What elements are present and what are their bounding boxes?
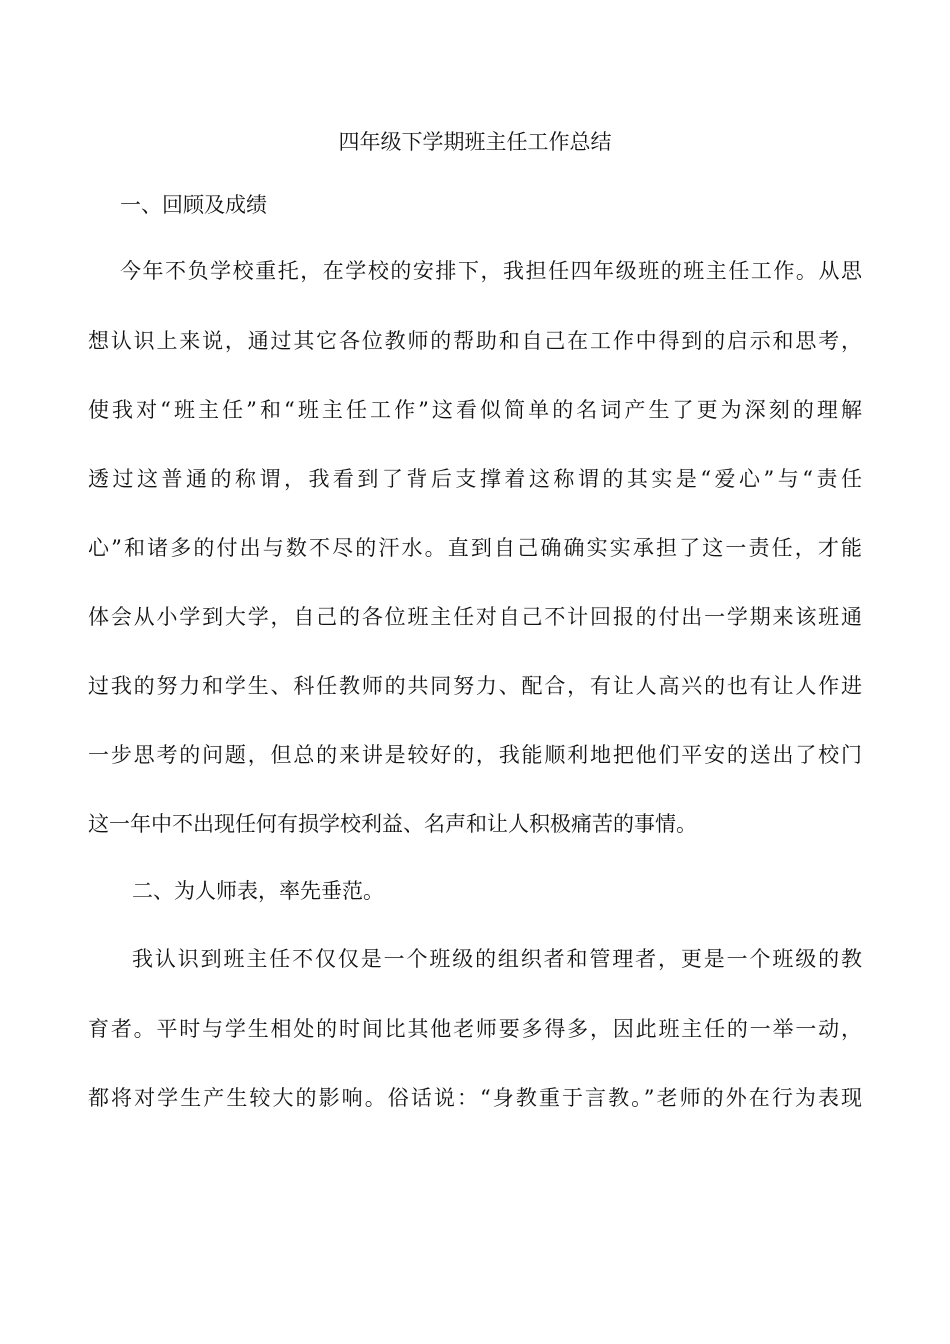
paragraph-line: 使我对“班主任”和“班主任工作”这看似简单的名词产生了更为深刻的理解 bbox=[88, 398, 862, 422]
paragraph-line: 今年不负学校重托，在学校的安排下，我担任四年级班的班主任工作。从思 bbox=[120, 259, 862, 283]
paragraph-line: 过我的努力和学生、科任教师的共同努力、配合，有让人高兴的也有让人作进 bbox=[88, 674, 862, 698]
paragraph-line: 都将对学生产生较大的影响。俗话说：“身教重于言教。”老师的外在行为表现 bbox=[88, 1086, 862, 1110]
section-heading-review: 一、回顾及成绩 bbox=[120, 193, 267, 217]
section-heading-role-model: 二、为人师表，率先垂范。 bbox=[132, 879, 384, 903]
paragraph-line: 透过这普通的称谓，我看到了背后支撑着这称谓的其实是“爱心”与“责任 bbox=[88, 467, 862, 491]
paragraph-line: 这一年中不出现任何有损学校利益、名声和让人积极痛苦的事情。 bbox=[88, 812, 697, 836]
paragraph-line: 心”和诸多的付出与数不尽的汗水。直到自己确确实实承担了这一责任，才能 bbox=[88, 536, 862, 560]
paragraph-line: 育者。平时与学生相处的时间比其他老师要多得多，因此班主任的一举一动， bbox=[88, 1017, 862, 1041]
paragraph-line: 体会从小学到大学，自己的各位班主任对自己不计回报的付出一学期来该班通 bbox=[88, 605, 862, 629]
paragraph-line: 一步思考的问题，但总的来讲是较好的，我能顺利地把他们平安的送出了校门 bbox=[88, 743, 862, 767]
paragraph-line: 我认识到班主任不仅仅是一个班级的组织者和管理者，更是一个班级的教 bbox=[132, 947, 862, 971]
document-title: 四年级下学期班主任工作总结 bbox=[338, 130, 612, 154]
paragraph-line: 想认识上来说，通过其它各位教师的帮助和自己在工作中得到的启示和思考， bbox=[88, 329, 862, 353]
